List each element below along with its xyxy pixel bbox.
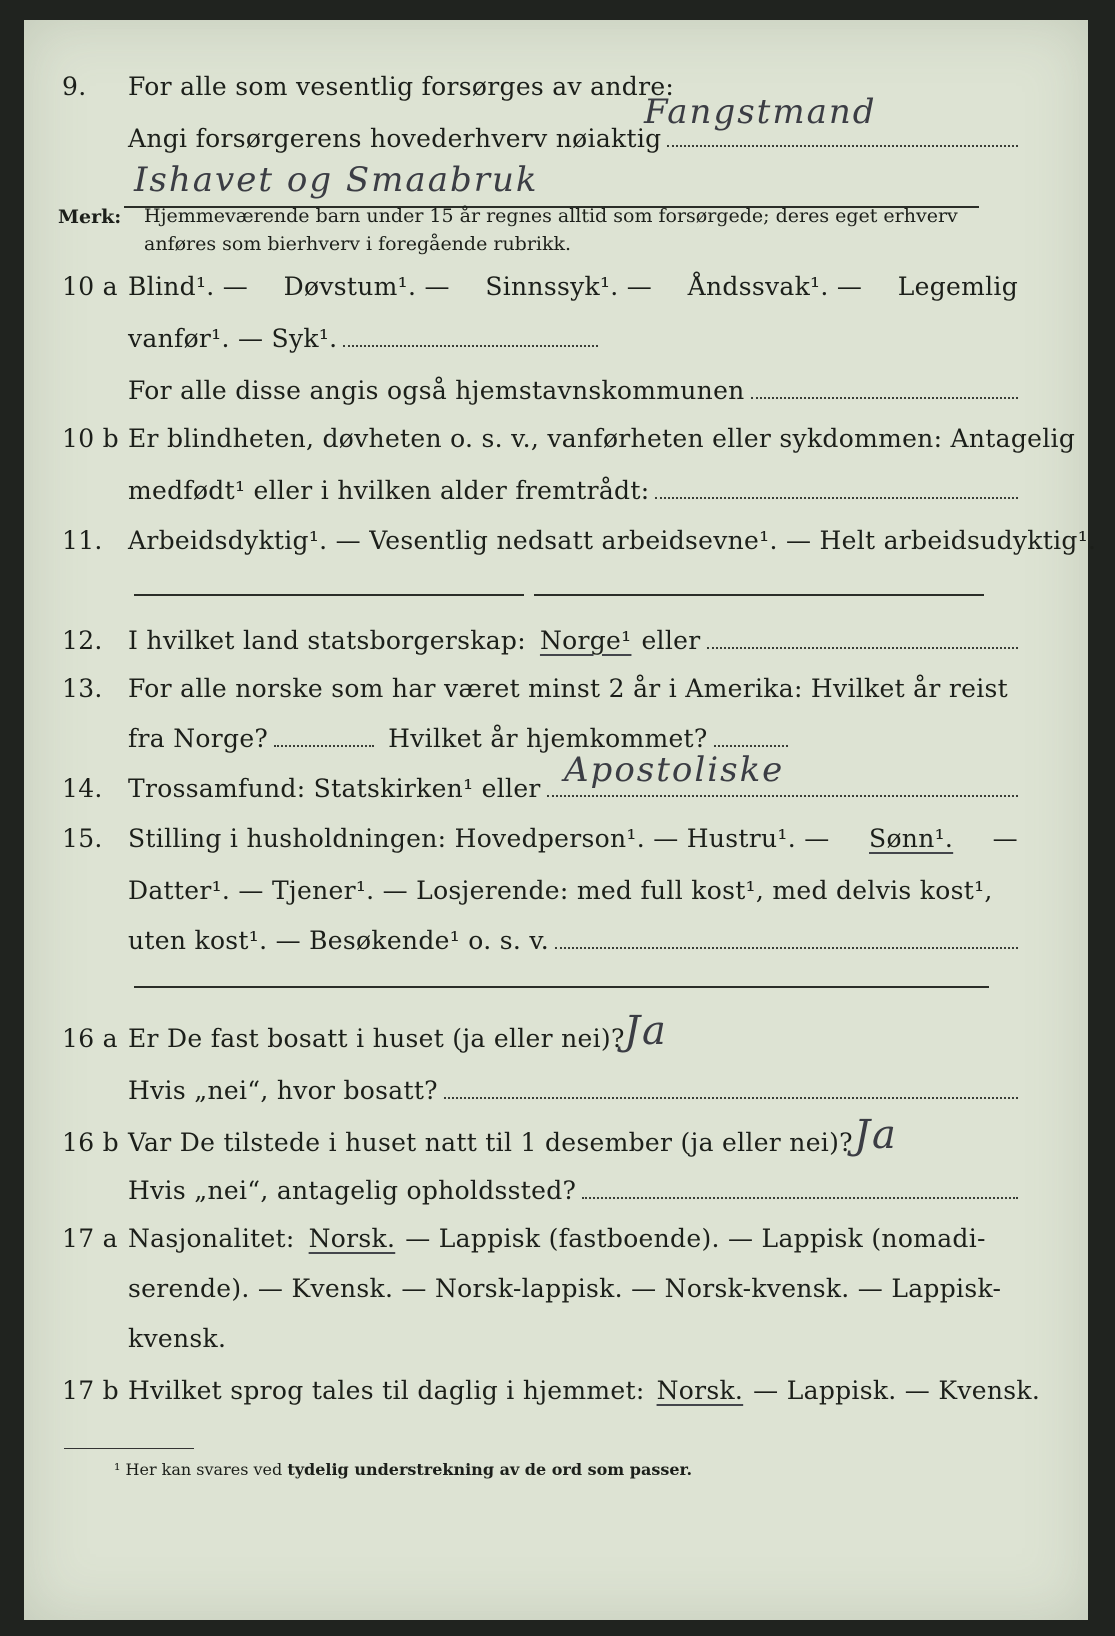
q16b-answer-handwritten: Ja xyxy=(854,1112,898,1158)
q15-line1c: — xyxy=(992,824,1018,853)
q10a-line3: For alle disse angis også hjemstavnskommunen xyxy=(128,376,745,405)
q10a-line2: vanfør¹. — Syk¹. xyxy=(128,324,338,353)
q13-line2a: fra Norge? xyxy=(128,724,269,753)
q17b-line1a: Hvilket sprog tales til daglig i hjemmet: xyxy=(128,1376,645,1405)
q9-number: 9. xyxy=(62,72,87,101)
q12-norge-underlined: Norge¹ xyxy=(539,626,632,655)
q12-dots xyxy=(707,646,1019,649)
q13-line1: For alle norske som har været minst 2 år i Amerika: Hvilket år reist xyxy=(128,674,1009,703)
q9-answer-line xyxy=(667,144,1018,147)
q16b-number: 16 b xyxy=(62,1128,119,1157)
q11-line1: Arbeidsdyktig¹. — Vesentlig nedsatt arbeidsevne¹. — Helt arbeidsudyktig¹. xyxy=(128,526,1097,555)
q13-dots-a xyxy=(274,744,374,747)
q10b-line1: Er blindheten, døvheten o. s. v., vanførheten eller sykdommen: Antagelig xyxy=(128,424,1076,453)
footnote-bold: tydelig understrekning av de ord som passer. xyxy=(287,1460,693,1479)
q10a-number: 10 a xyxy=(62,272,118,301)
q14-line1: Trossamfund: Statskirken¹ eller xyxy=(128,774,541,803)
q17a-number: 17 a xyxy=(62,1224,118,1253)
q10a-andssvak: Åndssvak¹. — xyxy=(687,272,863,301)
q16a-number: 16 a xyxy=(62,1024,118,1053)
q15-line1a: Stilling i husholdningen: Hovedperson¹. — Hustru¹. — xyxy=(128,824,830,853)
q10a-sinnssyk: Sinnssyk¹. — xyxy=(485,272,653,301)
q16a-line2: Hvis „nei“, hvor bosatt? xyxy=(128,1076,438,1105)
q13-dots-b xyxy=(714,744,788,747)
q17a-line2: serende). — Kvensk. — Norsk-lappisk. — Norsk-kvensk. — Lappisk- xyxy=(128,1274,1002,1303)
footnote-pre: Her kan svares ved xyxy=(125,1460,283,1479)
q14-answer-handwritten: Apostoliske xyxy=(564,750,785,790)
q9-line1: For alle som vesentlig forsørges av andre: xyxy=(128,72,675,101)
q17a-norsk-underlined: Norsk. xyxy=(308,1224,396,1253)
q16a-line1: Er De fast bosatt i huset (ja eller nei)? xyxy=(128,1024,625,1053)
q17a-line1a: Nasjonalitet: xyxy=(128,1224,295,1253)
q15-line3: uten kost¹. — Besøkende¹ o. s. v. xyxy=(128,926,550,955)
q9-answer2-handwritten: Ishavet og Smaabruk xyxy=(134,160,539,200)
q15-line2: Datter¹. — Tjener¹. — Losjerende: med full kost¹, med delvis kost¹, xyxy=(128,876,993,905)
q11-rule-right xyxy=(534,594,984,596)
footnote-mark: ¹ xyxy=(114,1460,121,1479)
q10b-line2-dots xyxy=(655,496,1018,499)
q11-number: 11. xyxy=(62,526,103,555)
q13-line2b: Hvilket år hjemkommet? xyxy=(388,724,708,753)
q12-post: eller xyxy=(641,626,701,655)
q17b-line1c: — Lappisk. — Kvensk. xyxy=(753,1376,1041,1405)
q10a-dovstum: Døvstum¹. — xyxy=(283,272,450,301)
q17a-line3: kvensk. xyxy=(128,1324,227,1353)
q10a-line3-dots xyxy=(751,396,1018,399)
q17b-number: 17 b xyxy=(62,1376,119,1405)
q11-rule-left xyxy=(134,594,524,596)
q16b-dots xyxy=(582,1196,1018,1199)
q16b-line1: Var De tilstede i huset natt til 1 desember (ja eller nei)? xyxy=(128,1128,853,1157)
q12-pre: I hvilket land statsborgerskap: xyxy=(128,626,526,655)
q13-number: 13. xyxy=(62,674,103,703)
q16a-answer-handwritten: Ja xyxy=(624,1008,668,1054)
q17b-norsk-underlined: Norsk. xyxy=(656,1376,744,1405)
q15-number: 15. xyxy=(62,824,103,853)
q16a-dots xyxy=(444,1096,1018,1099)
q15-dots xyxy=(555,946,1018,949)
q10a-blind: Blind¹. — xyxy=(128,272,249,301)
census-form-page xyxy=(24,20,1097,1620)
footnote-rule xyxy=(64,1448,194,1449)
q10a-legemlig: Legemlig xyxy=(897,272,1018,301)
q16b-line2: Hvis „nei“, antagelig opholdssted? xyxy=(128,1176,577,1205)
merk-text: Hjemmeværende barn under 15 år regnes alltid som forsørgede; deres eget erhverv anføres som bierhverv i foregående rubrikk. xyxy=(144,205,958,255)
q9-answer1-handwritten: Fangstmand xyxy=(644,92,877,132)
q14-number: 14. xyxy=(62,774,103,803)
q10b-line2: medfødt¹ eller i hvilken alder fremtrådt: xyxy=(128,476,650,505)
q9-line2: Angi forsørgerens hovederhverv nøiaktig xyxy=(128,124,662,153)
q12-number: 12. xyxy=(62,626,103,655)
footnote xyxy=(114,1460,692,1479)
q14-answer-line xyxy=(547,794,1018,797)
q10b-number: 10 b xyxy=(62,424,119,453)
q15-rule xyxy=(134,986,989,988)
q17a-line1c: — Lappisk (fastboende). — Lappisk (nomadi- xyxy=(405,1224,986,1253)
q15-sonn-underlined: Sønn¹. xyxy=(869,824,954,853)
merk-label: Merk: xyxy=(58,206,122,228)
q10a-line2-dots xyxy=(343,344,598,347)
